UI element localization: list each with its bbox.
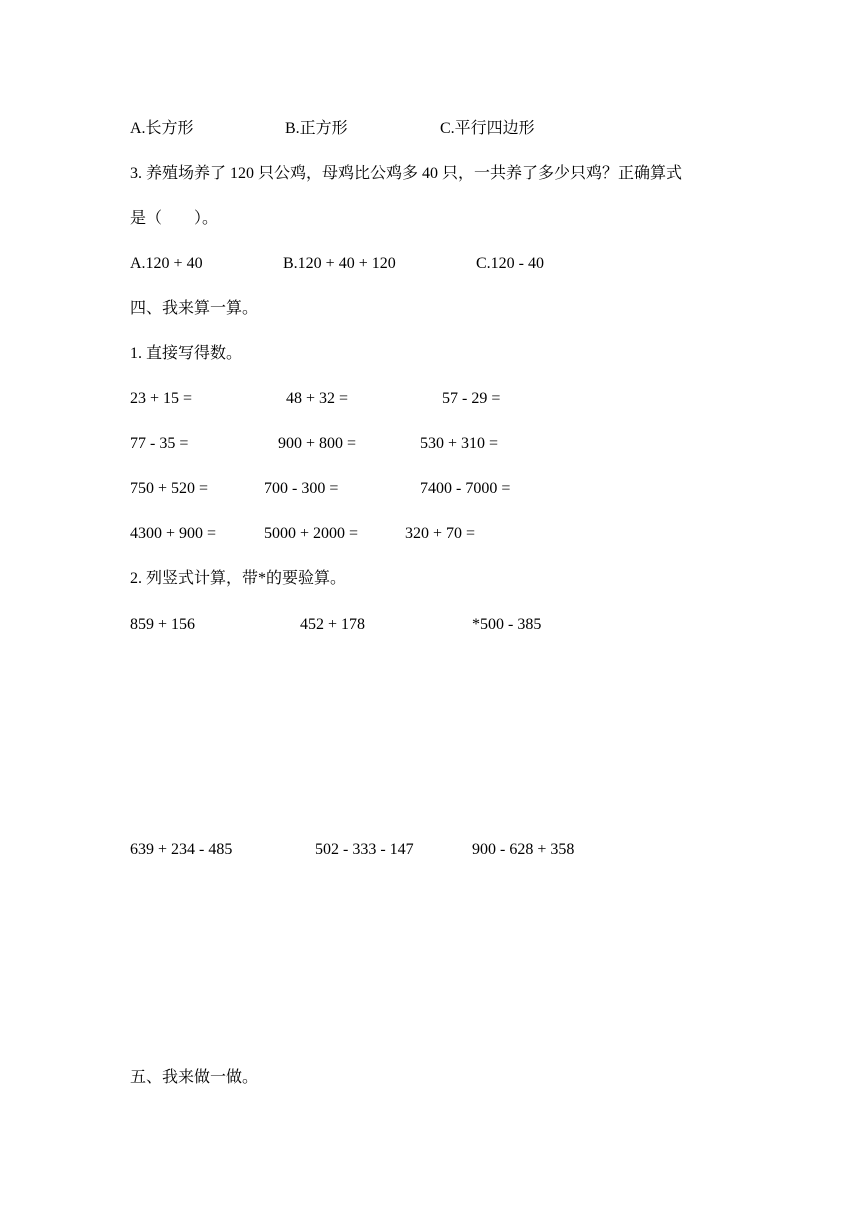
section4-sub1-title: 1. 直接写得数。 (130, 345, 243, 362)
section4-sub2-title: 2. 列竖式计算，带*的要验算。 (130, 570, 347, 587)
mental-math-item: 5000 + 2000 = (264, 525, 359, 542)
mental-math-item: 750 + 520 = (130, 480, 209, 497)
vertical-calc-item: 859 + 156 (130, 616, 196, 633)
mental-math-item: 700 - 300 = (264, 480, 339, 497)
q2-option-c: C.平行四边形 (440, 120, 535, 137)
vertical-calc-item: 639 + 234 - 485 (130, 841, 233, 858)
mental-math-item: 77 - 35 = (130, 435, 189, 452)
vertical-calc-item: 900 - 628 + 358 (472, 841, 575, 858)
mental-math-item: 4300 + 900 = (130, 525, 217, 542)
mental-math-item: 48 + 32 = (286, 390, 349, 407)
q3-option-b: B.120 + 40 + 120 (283, 255, 396, 272)
vertical-calc-item: *500 - 385 (472, 616, 542, 633)
section4-title: 四、我来算一算。 (130, 300, 259, 317)
mental-math-item: 57 - 29 = (442, 390, 501, 407)
section5-title: 五、我来做一做。 (130, 1069, 259, 1086)
q3-text-line2: 是（ ）。 (130, 210, 219, 227)
mental-math-item: 530 + 310 = (420, 435, 499, 452)
mental-math-item: 900 + 800 = (278, 435, 357, 452)
mental-math-item: 7400 - 7000 = (420, 480, 511, 497)
mental-math-item: 23 + 15 = (130, 390, 193, 407)
vertical-calc-item: 502 - 333 - 147 (315, 841, 414, 858)
q3-option-c: C.120 - 40 (476, 255, 544, 272)
mental-math-item: 320 + 70 = (405, 525, 476, 542)
q3-text-line1: 3. 养殖场养了 120 只公鸡，母鸡比公鸡多 40 只，一共养了多少只鸡？正确算式 (130, 165, 683, 182)
q2-option-b: B.正方形 (285, 120, 348, 137)
q3-option-a: A.120 + 40 (130, 255, 203, 272)
vertical-calc-item: 452 + 178 (300, 616, 366, 633)
q2-option-a: A.长方形 (130, 120, 194, 137)
